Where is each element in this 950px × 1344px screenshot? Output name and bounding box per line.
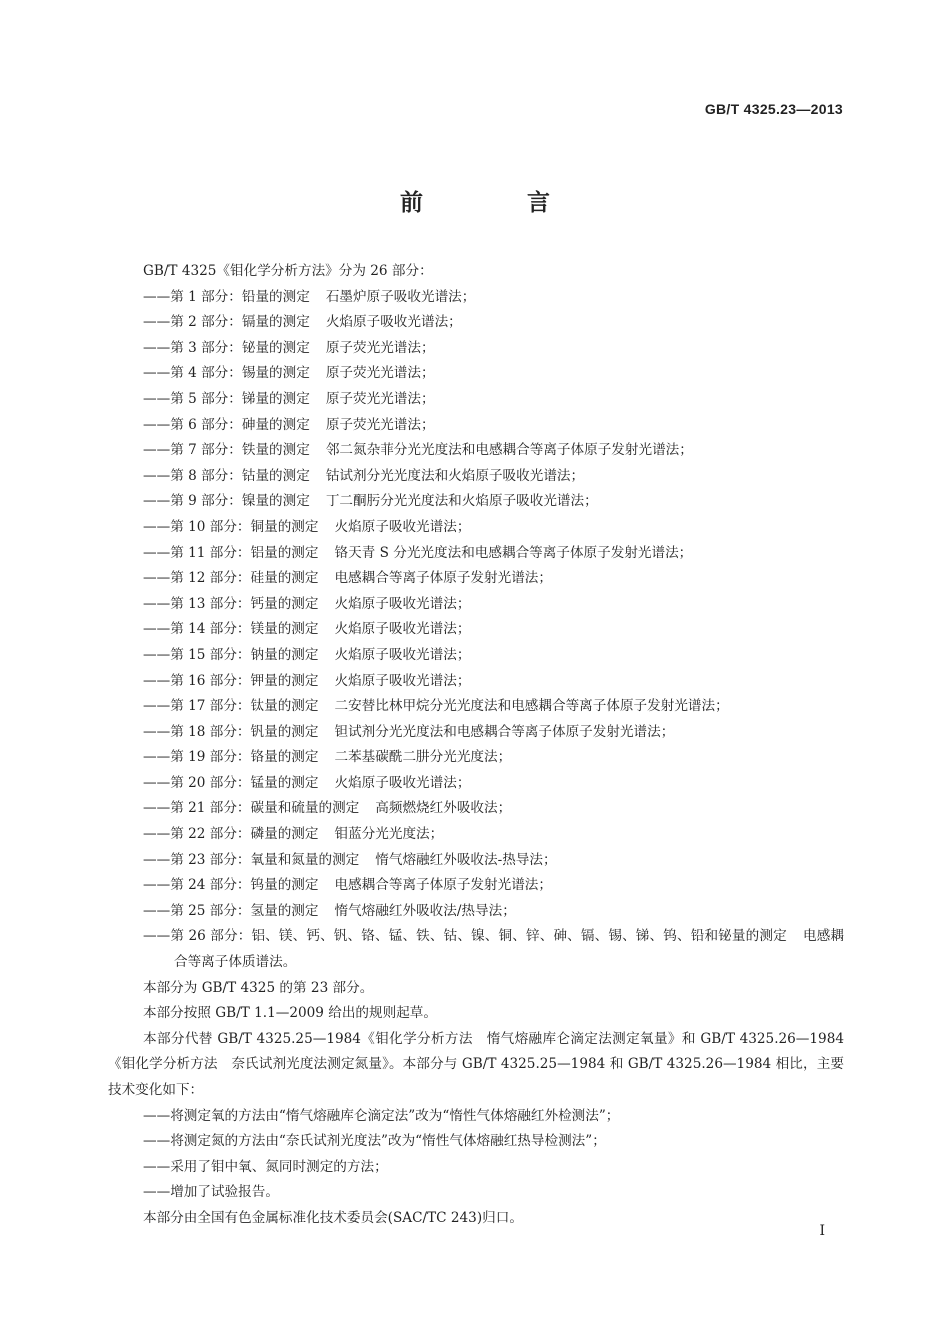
part-label: 第 23 部分：氧量和氮量的测定: [170, 851, 360, 868]
parts-list: [108, 285, 844, 976]
page-number: I: [819, 1223, 825, 1239]
dash-marker: ——: [143, 723, 171, 740]
list-item: [108, 1129, 844, 1155]
part-method: 铬天青 S 分光光度法和电感耦合等离子体原子发射光谱法；: [334, 544, 693, 561]
list-item: [108, 541, 844, 567]
part-label: 第 22 部分：磷量的测定: [170, 826, 319, 843]
list-item: [108, 515, 844, 541]
dash-marker: ——: [143, 493, 171, 510]
list-item: [108, 387, 844, 413]
dash-marker: ——: [143, 646, 171, 663]
list-item: [108, 592, 844, 618]
list-item: [108, 336, 844, 362]
part-label: 第 3 部分：铋量的测定: [170, 339, 310, 356]
dash-marker: ——: [143, 442, 171, 459]
list-item: [108, 1104, 844, 1130]
drafting-rules-paragraph: 本部分按照 GB/T 1.1—2009 给出的规则起草。: [143, 1005, 437, 1022]
part-label: 第 20 部分：锰量的测定: [170, 774, 319, 791]
part-method: 火焰原子吸收光谱法；: [334, 595, 471, 612]
dash-marker: ——: [143, 467, 171, 484]
part-label: 第 16 部分：钾量的测定: [170, 672, 319, 689]
list-item: [108, 438, 844, 464]
list-item: [108, 694, 844, 720]
replacement-paragraph: 本部分代替 GB/T 4325.25—1984《钼化学分析方法 惰气熔融库仑滴定法测定氧量》和 GB/T 4325.26—1984《钼化学分析方法 奈氏试剂光度法测定氮量》。本部分与 GB/T 4325.25—1984 和 GB/T 4325.26—1984 相比，主要技术变化如下：: [108, 1030, 844, 1098]
list-item: [108, 822, 844, 848]
dash-marker: ——: [143, 672, 171, 689]
changes-list: [108, 1104, 844, 1206]
part-method: 惰气熔融红外吸收法/热导法；: [334, 902, 516, 919]
part-label: 第 17 部分：钛量的测定: [170, 698, 319, 715]
dash-marker: ——: [143, 877, 171, 894]
list-item: [108, 1180, 844, 1206]
dash-marker: ——: [143, 621, 171, 638]
list-item: [108, 285, 844, 311]
list-item: [108, 720, 844, 746]
part-label: 第 18 部分：钒量的测定: [170, 723, 319, 740]
part-method: 二苯基碳酰二肼分光光度法；: [334, 749, 512, 766]
part-label: 第 12 部分：硅量的测定: [170, 570, 319, 587]
list-item: [108, 796, 844, 822]
dash-marker: ——: [143, 749, 171, 766]
part-label: 第 5 部分：锑量的测定: [170, 390, 310, 407]
part-label: 第 4 部分：锡量的测定: [170, 365, 310, 382]
part-method: 火焰原子吸收光谱法；: [334, 672, 471, 689]
foreword-body: [108, 259, 844, 1232]
part-method: 火焰原子吸收光谱法；: [334, 621, 471, 638]
list-item: [108, 413, 844, 439]
list-item: [108, 848, 844, 874]
list-item: [108, 924, 844, 975]
part-method: 原子荧光光谱法；: [325, 339, 435, 356]
intro-paragraph: GB/T 4325《钼化学分析方法》分为 26 部分：: [143, 263, 433, 279]
part-label: 第 13 部分：钙量的测定: [170, 595, 319, 612]
standard-code: GB/T 4325.23—2013: [704, 101, 843, 117]
part-method: 火焰原子吸收光谱法；: [334, 646, 471, 663]
list-item: [108, 1155, 844, 1181]
part-method: 惰气熔融红外吸收法-热导法；: [375, 851, 557, 868]
dash-marker: ——: [143, 544, 171, 561]
list-item: [108, 310, 844, 336]
part-method: 钽试剂分光光度法和电感耦合等离子体原子发射光谱法；: [334, 723, 675, 740]
dash-marker: ——: [143, 851, 171, 868]
part-label: 第 11 部分：铝量的测定: [170, 544, 319, 561]
part-label: 第 2 部分：镉量的测定: [170, 314, 310, 331]
part-label: 第 1 部分：铅量的测定: [170, 288, 310, 305]
part-method: 电感耦合等离子体质谱法。: [174, 928, 845, 971]
part-number-paragraph: 本部分为 GB/T 4325 的第 23 部分。: [143, 979, 374, 996]
part-method: 火焰原子吸收光谱法；: [334, 518, 471, 535]
list-item: [108, 643, 844, 669]
change-text: 采用了钼中氧、氮同时测定的方法；: [170, 1158, 388, 1175]
part-label: 第 26 部分：铝、镁、钙、钒、铬、锰、铁、钴、镍、铜、锌、砷、镉、锡、锑、钨、铅和铋量的测定: [170, 928, 787, 945]
dash-marker: ——: [143, 288, 171, 305]
part-label: 第 25 部分：氢量的测定: [170, 902, 319, 919]
change-text: 增加了试验报告。: [170, 1184, 279, 1201]
dash-marker: ——: [143, 518, 171, 535]
change-text: 将测定氮的方法由“奈氏试剂光度法”改为“惰性气体熔融红热导检测法”；: [170, 1133, 606, 1150]
part-label: 第 7 部分：铁量的测定: [170, 442, 310, 459]
part-label: 第 14 部分：镁量的测定: [170, 621, 319, 638]
dash-marker: ——: [143, 595, 171, 612]
owner-paragraph: 本部分由全国有色金属标准化技术委员会(SAC/TC 243)归口。: [143, 1209, 523, 1226]
part-method: 二安替比林甲烷分光光度法和电感耦合等离子体原子发射光谱法；: [334, 698, 729, 715]
part-method: 原子荧光光谱法；: [325, 390, 435, 407]
part-label: 第 9 部分：镍量的测定: [170, 493, 310, 510]
part-label: 第 15 部分：钠量的测定: [170, 646, 319, 663]
list-item: [108, 566, 844, 592]
list-item: [108, 489, 844, 515]
part-method: 高频燃烧红外吸收法；: [375, 800, 512, 817]
dash-marker: ——: [143, 826, 171, 843]
list-item: [108, 617, 844, 643]
dash-marker: ——: [143, 800, 171, 817]
dash-marker: ——: [143, 698, 171, 715]
dash-marker: ——: [143, 365, 171, 382]
dash-marker: ——: [143, 902, 171, 919]
part-method: 火焰原子吸收光谱法；: [325, 314, 462, 331]
part-method: 石墨炉原子吸收光谱法；: [325, 288, 476, 305]
part-label: 第 19 部分：铬量的测定: [170, 749, 319, 766]
list-item: [108, 669, 844, 695]
dash-marker: ——: [143, 416, 171, 433]
dash-marker: ——: [143, 1184, 171, 1201]
part-method: 邻二氮杂菲分光光度法和电感耦合等离子体原子发射光谱法；: [325, 442, 693, 459]
part-label: 第 10 部分：铜量的测定: [170, 518, 319, 535]
part-method: 原子荧光光谱法；: [325, 365, 435, 382]
part-method: 电感耦合等离子体原子发射光谱法；: [334, 877, 552, 894]
page-title: 前 言: [399, 190, 598, 216]
part-method: 原子荧光光谱法；: [325, 416, 435, 433]
dash-marker: ——: [143, 1158, 171, 1175]
list-item: [108, 361, 844, 387]
dash-marker: ——: [143, 1107, 171, 1124]
part-label: 第 8 部分：钴量的测定: [170, 467, 310, 484]
part-label: 第 21 部分：碳量和硫量的测定: [170, 800, 360, 817]
dash-marker: ——: [143, 774, 171, 791]
part-method: 丁二酮肟分光光度法和火焰原子吸收光谱法；: [325, 493, 598, 510]
list-item: [108, 745, 844, 771]
part-method: 火焰原子吸收光谱法；: [334, 774, 471, 791]
part-label: 第 6 部分：砷量的测定: [170, 416, 310, 433]
dash-marker: ——: [143, 314, 171, 331]
dash-marker: ——: [143, 339, 171, 356]
dash-marker: ——: [143, 1133, 171, 1150]
part-label: 第 24 部分：钨量的测定: [170, 877, 319, 894]
dash-marker: ——: [143, 928, 171, 945]
part-method: 钼蓝分光光度法；: [334, 826, 444, 843]
list-item: [108, 771, 844, 797]
part-method: 钴试剂分光光度法和火焰原子吸收光谱法；: [325, 467, 585, 484]
change-text: 将测定氧的方法由“惰气熔融库仑滴定法”改为“惰性气体熔融红外检测法”；: [170, 1107, 620, 1124]
list-item: [108, 464, 844, 490]
list-item: [108, 899, 844, 925]
part-method: 电感耦合等离子体原子发射光谱法；: [334, 570, 552, 587]
dash-marker: ——: [143, 570, 171, 587]
list-item: [108, 873, 844, 899]
dash-marker: ——: [143, 390, 171, 407]
